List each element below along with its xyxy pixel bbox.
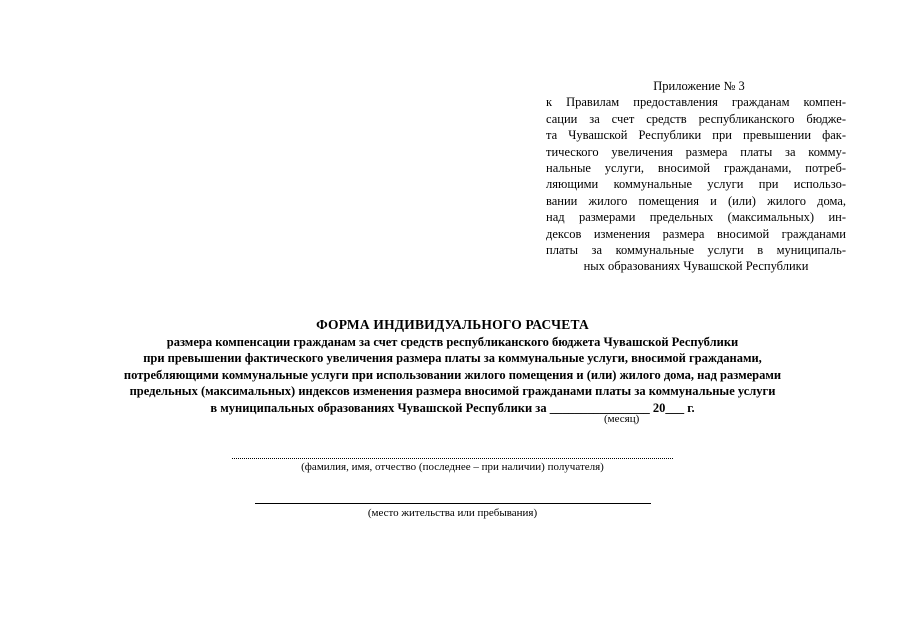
appendix-text-line: тического увеличения размера платы за комму- [546,144,846,159]
form-subtitle-line: предельных (максимальных) индексов изменения размера вносимой гражданами платы за коммунальные услуги [129,384,776,399]
form-title: ФОРМА ИНДИВИДУАЛЬНОГО РАСЧЕТА [316,317,589,332]
appendix-text-line: ляющими коммунальные услуги при использо- [546,177,846,192]
month-caption: (месяц) [604,413,640,425]
fio-input-line[interactable] [232,458,673,459]
appendix-block [546,78,846,275]
form-subtitle-period-line[interactable]: в муниципальных образованиях Чувашской Республики за ________________ 20___ г. [210,400,695,415]
appendix-title: Приложение № 3 [653,79,745,93]
appendix-text-line: над размерами предельных (максимальных) ин- [546,210,846,225]
appendix-text-line: нальные услуги, вносимой гражданами, потреб- [546,161,846,176]
form-subtitle-line: размера компенсации гражданам за счет средств республиканского бюджета Чувашской Республики [166,334,739,349]
appendix-text-line: вании жилого помещения и (или) жилого дома, [546,193,846,208]
appendix-text-line: к Правилам предоставления гражданам компен- [546,95,846,110]
appendix-text-last-line: ных образованиях Чувашской Республики [583,259,809,274]
address-caption: (место жительства или пребывания) [367,507,538,519]
appendix-text-line: дексов изменения размера вносимой гражданами [546,226,846,241]
appendix-text-line: сации за счет средств республиканского бюдже- [546,111,846,126]
appendix-text-line: та Чувашской Республики при превышении фак- [546,128,846,143]
form-subtitle-line: потребляющими коммунальные услуги при использовании жилого помещения и (или) жилого дома, над размерами [123,367,782,382]
form-subtitle-line: при превышении фактического увеличения размера платы за коммунальные услуги, вносимой гражданами, [143,351,762,366]
address-input-line[interactable] [255,503,651,504]
form-heading [0,317,905,417]
appendix-text-line: платы за коммунальные услуги в муниципаль- [546,243,846,258]
fio-caption: (фамилия, имя, отчество (последнее – при наличии) получателя) [301,461,604,473]
